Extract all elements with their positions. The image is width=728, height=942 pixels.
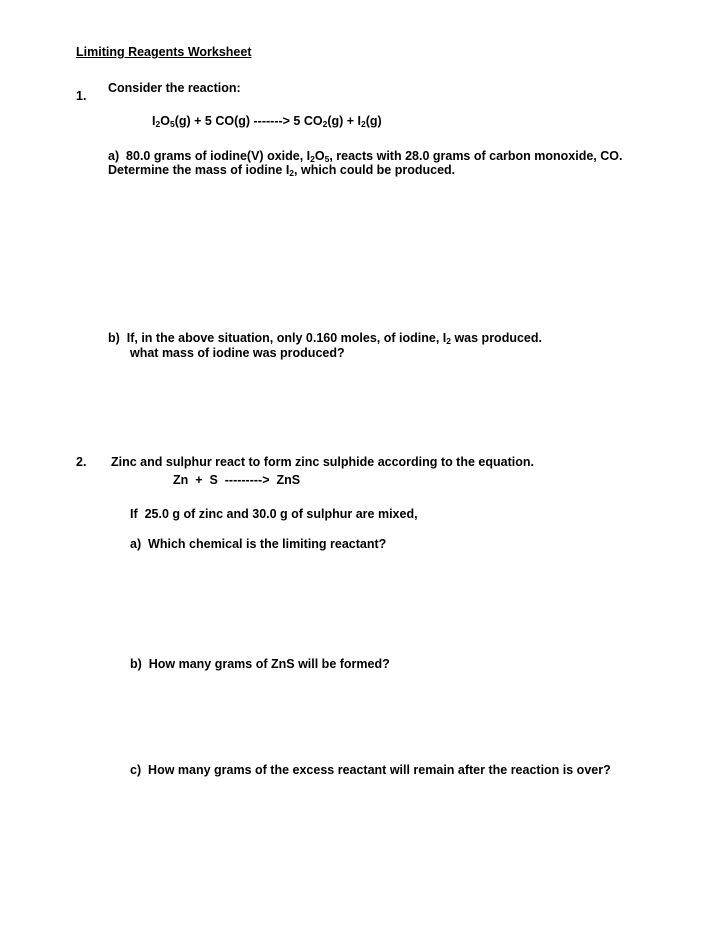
- question-1-number: 1.: [76, 89, 87, 103]
- question-2c: c) How many grams of the excess reactant will remain after the reaction is over?: [130, 763, 611, 777]
- question-2-number: 2.: [76, 455, 87, 469]
- question-2a: a) Which chemical is the limiting reactant?: [130, 537, 387, 551]
- question-2-equation: Zn + S ---------> ZnS: [173, 473, 301, 487]
- question-1-equation: $I_2O_5(g) + 5$ CO(g) -------> 5 $CO_2(g) + I_2(g)$: [152, 114, 382, 129]
- question-2-given: If 25.0 g of zinc and 30.0 g of sulphur are mixed,: [130, 507, 418, 521]
- question-1b-line1: b) If, in the above situation, only 0.160 moles, of iodine, $I_2$ was produced.: [108, 331, 542, 346]
- worksheet-title: Limiting Reagents Worksheet: [76, 45, 252, 59]
- question-1a-line2: Determine the mass of iodine $I_2$, which could be produced.: [108, 163, 456, 178]
- question-1-intro: Consider the reaction:: [108, 81, 241, 95]
- question-1a-line1: a) 80.0 grams of iodine(V) oxide, $I_2O_5$, reacts with 28.0 grams of carbon monoxide, CO.: [108, 149, 623, 164]
- question-2b: b) How many grams of ZnS will be formed?: [130, 657, 390, 671]
- question-2-intro: Zinc and sulphur react to form zinc sulphide according to the equation.: [111, 455, 534, 469]
- question-1b-line2: what mass of iodine was produced?: [130, 346, 345, 360]
